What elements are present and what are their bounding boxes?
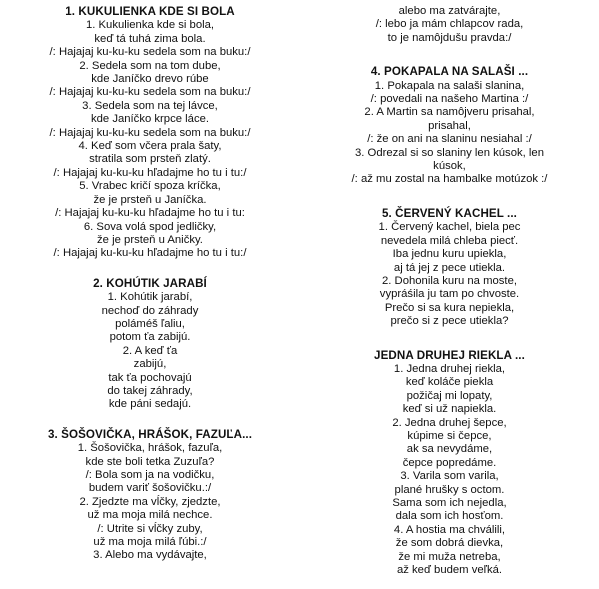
lyric-line: /: Bola som ja na vodičku, [85,469,215,481]
lyric-line: 5. Vrabec kričí spoza kríčka, [79,180,221,193]
lyric-line: tak ťa pochovajú [108,371,192,384]
lyric-line: nechoď do záhrady [101,304,199,317]
lyric-line: prečo si z pece utiekla? [390,315,509,328]
lyric-line: kde Janíčko drevo rúbe [91,73,209,86]
lyric-line: 2. Sedela som na tom dube, [79,59,221,72]
song-1 [0,5,300,261]
lyric-line: zabijú, [133,358,167,371]
lyric-line: /: Utrite si vĺčky zuby, [97,522,203,535]
lyric-line: 3. Odrezal si so slaniny len kúsok, len [354,146,544,159]
song-6 [300,349,599,578]
song-lines [300,5,599,45]
lyric-line: budem variť šošovičku.:/ [88,482,212,495]
lyric-line: 4. A hostia ma chválili, [393,523,506,536]
lyric-line: to je namôjdušu pravda:/ [387,31,512,44]
song-title: JEDNA DRUHEJ RIEKLA ... [374,348,525,362]
lyric-line: 3. Sedela som na tej lávce, [82,99,218,112]
lyric-line: /: Hajajaj ku-ku-ku hľadajme ho tu i tu: [55,207,245,220]
lyric-line: /: že on ani na slaninu nesiahal :/ [367,133,532,146]
lyric-line: 2. A keď ťa [122,344,178,357]
lyric-line: potom ťa zabijú. [109,331,191,344]
lyric-line: 1. Červený kachel, biela pec [378,221,521,234]
lyric-line: že mi muža netreba, [398,550,501,563]
song-lines [0,291,300,412]
lyric-line: /: Hajajaj ku-ku-ku sedela som na buku:/ [49,126,251,139]
lyric-line: 2. Zjedzte ma vĺčky, zjedzte, [79,495,221,508]
left-column [0,5,300,563]
song-title: 2. KOHÚTIK JARABÍ [93,276,207,290]
lyric-line: 1. Jedna druhej riekla, [393,362,506,375]
lyric-line: /: Hajajaj ku-ku-ku sedela som na buku:/ [49,86,251,99]
lyric-line: kde páni sedajú. [108,398,192,411]
lyric-line: že je prsteň u Janíčka. [93,193,207,206]
lyric-line: vypráśila ju tam po chvoste. [379,288,520,301]
lyric-line: 1. Pokapala na salaši slanina, [374,79,525,92]
lyric-line: dala som ich hosťom. [395,510,504,523]
song-5 [300,207,599,329]
lyric-line: 2. Dohonila kuru na moste, [381,274,517,287]
lyric-line: 4. Keď som včera prala šaty, [78,140,222,153]
song-title: 1. KUKULIENKA KDE SI BOLA [65,5,235,18]
lyric-line: /: povedali na našeho Martina :/ [370,93,529,106]
lyric-line: už ma moja milá nechce. [87,509,213,522]
song-lines [300,363,599,578]
song-lines [0,19,300,260]
lyric-line: /: Hajajaj ku-ku-ku hľadajme ho tu i tu:/ [53,247,247,260]
lyric-line: až keď budem veľká. [396,564,503,577]
lyric-line: 2. A Martin sa namôjveru prisahal, [364,106,535,119]
song-title: 4. POKAPALA NA SALAŠI ... [370,65,529,79]
lyric-line: /: Hajajaj ku-ku-ku sedela som na buku:/ [49,46,251,59]
lyric-line: kde ste boli tetka Zuzuľa? [85,455,215,468]
lyric-line: 2. Jedna druhej šepce, [392,416,507,429]
song-title: 3. ŠOŠOVIČKA, HRÁŠOK, FAZUĽA... [47,427,253,441]
lyric-line: Sama som ich nejedla, [392,497,507,509]
lyric-line: keď si už napiekla. [402,403,497,416]
right-column [300,5,599,577]
lyric-line: prisahal, [428,119,471,132]
lyric-line: už ma moja milá ľúbi.:/ [93,536,207,549]
lyric-line: požičaj mi lopaty, [406,389,493,402]
lyric-line: keď koláče piekla [405,376,494,389]
lyric-line: že je prsteň u Aničky. [97,233,203,246]
lyric-line: kúsok, [433,160,466,173]
lyric-line: 3. Varila som varila, [400,470,499,483]
lyric-line: /: Hajajaj ku-ku-ku hľadajme ho tu i tu:/ [53,166,247,179]
lyric-line: kúpime si čepce, [407,429,492,442]
lyric-line: aj tá jej z pece utiekla. [393,261,506,274]
lyric-line: Iba jednu kuru upiekla, [392,248,507,261]
lyric-line: že som dobrá dievka, [395,537,504,550]
song-lines [300,80,599,187]
lyric-line: plané hrušky s octom. [394,483,505,496]
lyric-line: stratila som prsteň zlatý. [89,153,211,166]
song-title: 5. ČERVENÝ KACHEL ... [381,206,518,220]
lyric-line: Prečo si sa kura nepiekla, [384,301,515,314]
lyric-line: 1. Kukulienka kde si bola, [85,19,215,32]
lyric-line: ak sa nevydáme, [406,443,493,456]
lyric-line: keď tá tuhá zima bola. [94,32,206,45]
lyric-line: nevedela milá chleba piecť. [380,234,519,247]
lyric-line: /: lebo ja mám chlapcov rada, [375,18,524,31]
song-3-continued [300,5,599,45]
song-2 [0,277,300,412]
lyric-line: čepce popredáme. [402,456,497,469]
lyric-line: /: až mu zostal na hambalke motúzok :/ [351,173,548,186]
song-lines [0,442,300,563]
lyric-line: alebo ma zatvárajte, [398,5,501,17]
lyric-line: kde Janíčko krpce láce. [90,113,210,126]
song-lines [300,221,599,328]
lyric-line: do takej záhrady, [107,384,193,397]
lyric-line: 3. Alebo ma vydávajte, [93,549,207,562]
lyric-line: 1. Kohútik jarabí, [107,291,193,304]
lyric-line: 6. Sova volá spod jedličky, [83,220,217,233]
lyric-line: poláméš ľaliu, [115,317,185,330]
lyric-line: 1. Šošovička, hrášok, fazuľa, [77,442,223,455]
song-4 [300,65,599,187]
song-3 [0,428,300,563]
